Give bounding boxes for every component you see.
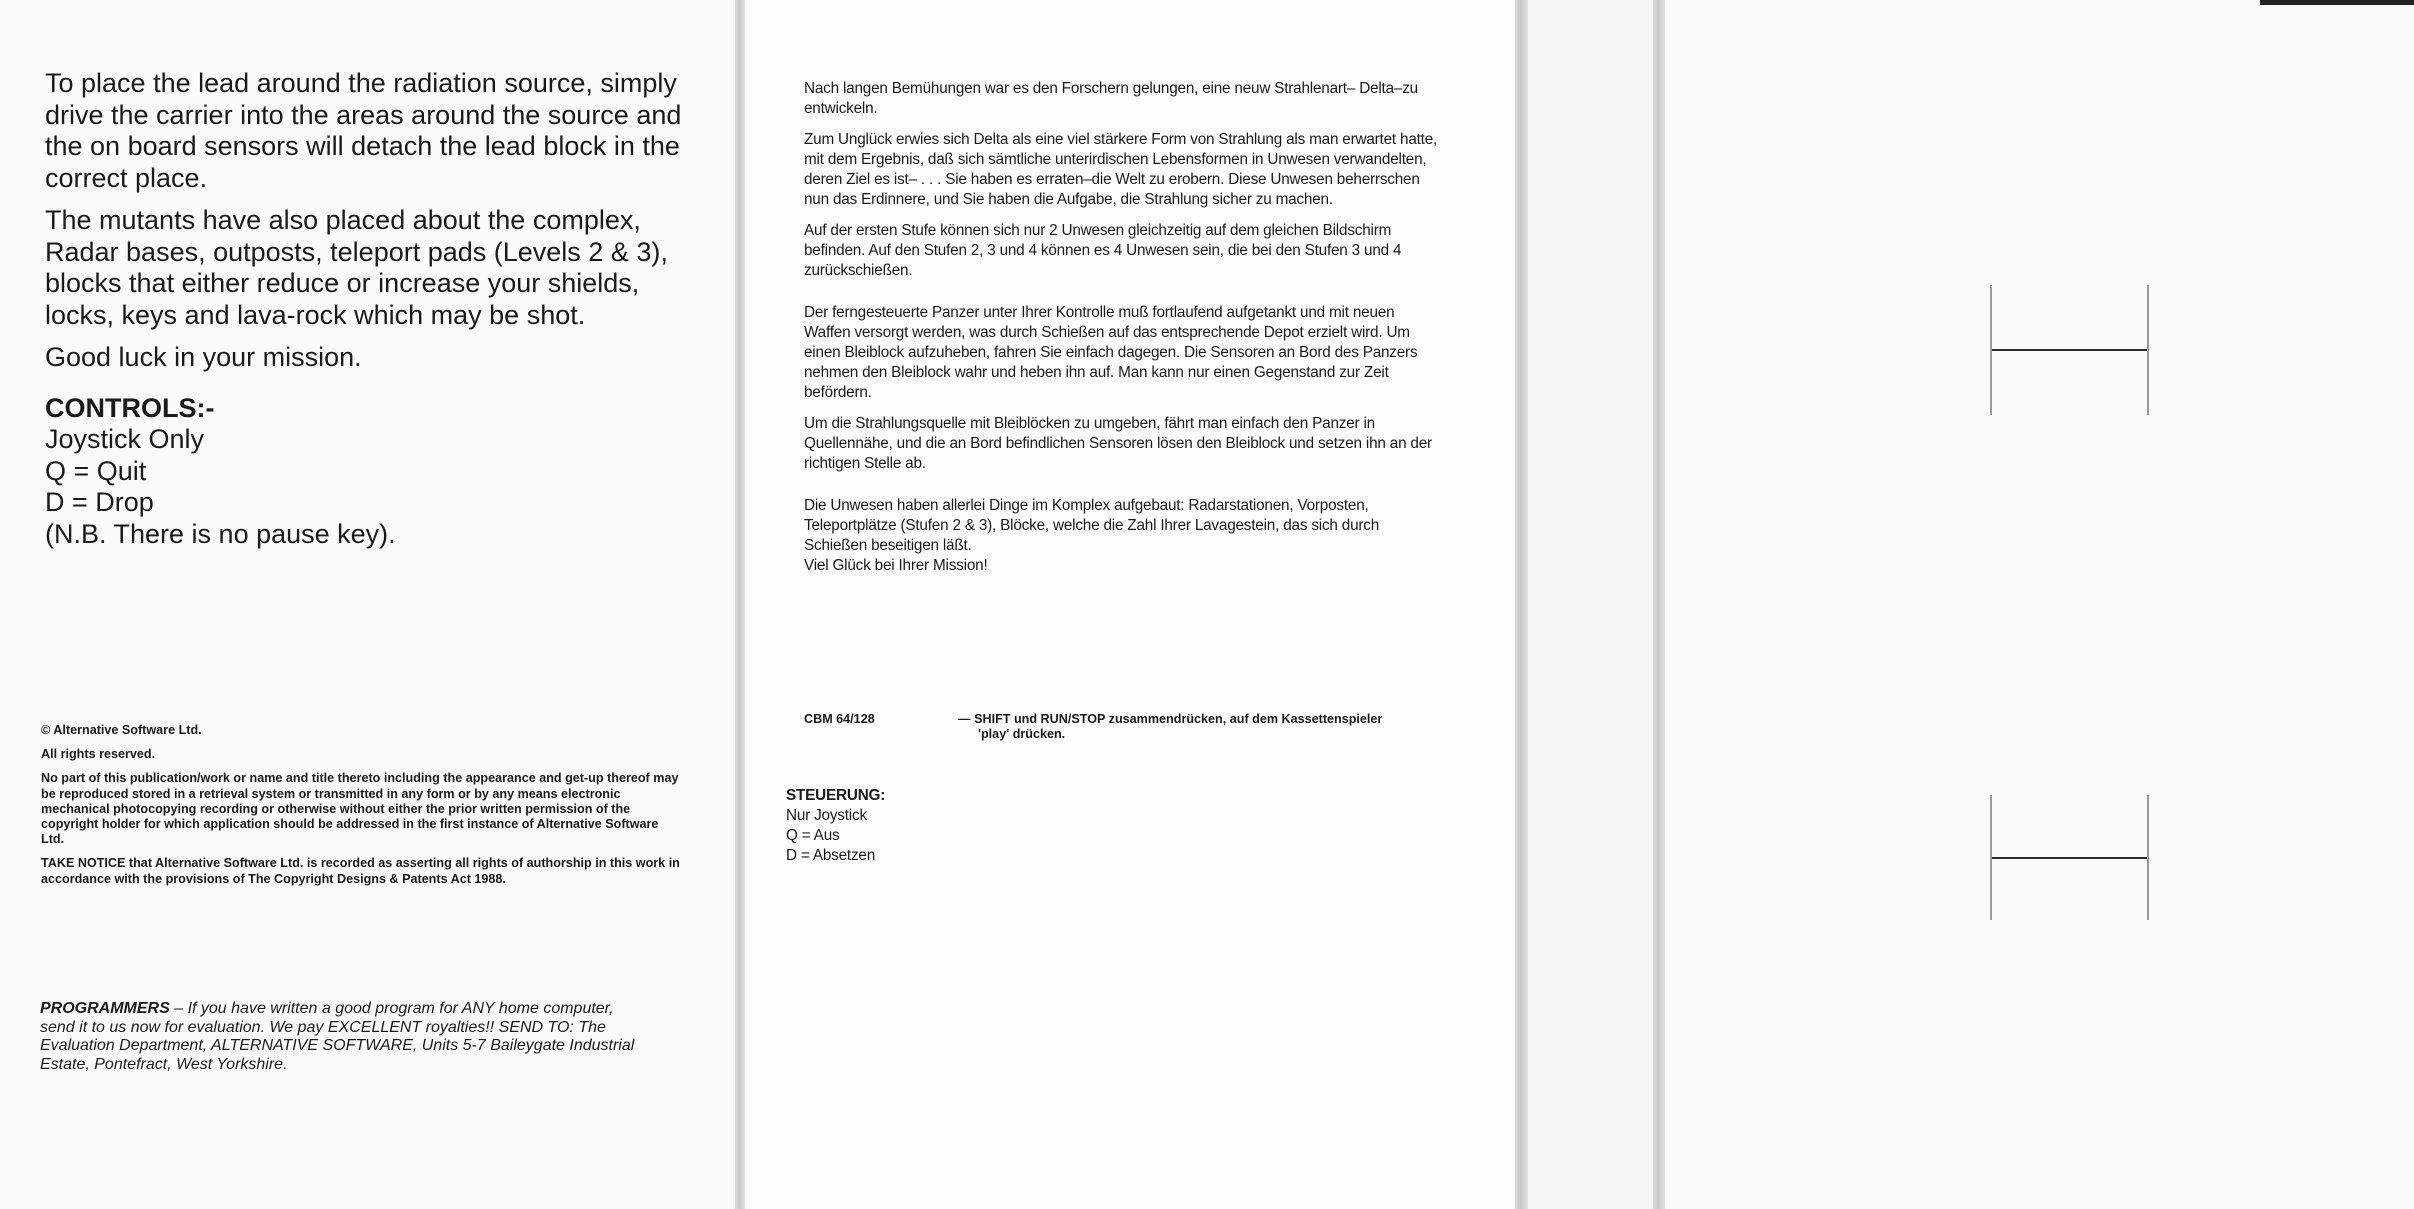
paragraph: Good luck in your mission. [45, 342, 362, 372]
english-instructions [45, 68, 685, 550]
fold-crease [735, 0, 745, 1209]
controls-heading: STEUERUNG: [786, 787, 886, 804]
control-line: (N.B. There is no pause key). [45, 518, 396, 549]
programmers-label: PROGRAMMERS [40, 1000, 170, 1017]
german-controls [786, 786, 1086, 866]
paragraph: Nach langen Bemühungen war es den Forschern gelungen, eine neuw Strahlenart– Delta–zu entwickeln. [804, 80, 1418, 117]
control-line: Nur Joystick [786, 807, 867, 824]
copyright-line: © Alternative Software Ltd. [41, 723, 202, 737]
controls-heading: CONTROLS:- [45, 392, 215, 423]
paragraph: Die Unwesen haben allerlei Dinge im Komplex aufgebaut: Radarstationen, Vorposten, Teleportplätze (Stufen 2 & 3), Blöcke, welche die Zahl Ihrer Lavagestein, das sich durch Schießen beseitigen läßt. [804, 497, 1380, 554]
german-instructions [804, 79, 1444, 576]
programmers-notice [40, 1000, 650, 1074]
paragraph: Der ferngesteuerte Panzer unter Ihrer Kontrolle muß fortlaufend aufgetankt und mit neuen Waffen versorgt werden, was durch Schießen auf das entsprechende Depot erzielt wird. Um einen Bleiblock aufzuheben, fahren Sie einfach dagegen. Die Sensoren an Bord des Panzers nehmen den Bleiblock wahr und heben ihn auf. Man kann nur einen Gegenstand zur Zeit befördern. [804, 304, 1418, 401]
control-line: D = Absetzen [786, 847, 876, 864]
tab-slot [1990, 795, 2149, 920]
paragraph: Viel Glück bei Ihrer Mission! [804, 557, 988, 574]
take-notice-text: TAKE NOTICE that Alternative Software Ltd. is recorded as asserting all rights of authorship in this work in accordance with the provisions of The Copyright Designs & Patents Act 1988. [41, 856, 680, 886]
control-line: D = Drop [45, 487, 154, 517]
paragraph: To place the lead around the radiation source, simply drive the carrier into the areas around the source and the on board sensors will detach the lead block in the correct place. [45, 68, 682, 193]
fold-crease [1515, 0, 1528, 1209]
copyright-notice [41, 723, 681, 887]
fold-crease [1653, 0, 1665, 1209]
blank-panel [1665, 0, 2414, 1209]
tab-slot [1990, 285, 2149, 415]
paragraph: Zum Unglück erwies sich Delta als eine viel stärkere Form von Strahlung als man erwartet hatte, mit dem Ergebnis, daß sich sämtliche unterirdischen Lebensformen in Unwesen verwandelten, deren Ziel es ist– . . . Sie haben es erraten–die Welt zu erobern. Diese Unwesen beherrschen nun das Erdinnere, und Sie haben die Aufgabe, die Strahlung sicher zu machen. [804, 131, 1438, 208]
control-line: Q = Aus [786, 827, 840, 844]
spine-panel [1528, 0, 1653, 1209]
copyright-text: No part of this publication/work or name and title thereto including the appearance and get-up thereof may be reproduced stored in a retrieval system or transmitted in any form or by any means electronic mechanical photocopying recording or otherwise without either the prior written permission of the copyright holder for which application should be addressed in the first instance of Alternative Software Ltd. [41, 771, 679, 847]
loading-machine: CBM 64/128 [804, 712, 875, 726]
edge-mark [2260, 0, 2414, 5]
paragraph: The mutants have also placed about the complex, Radar bases, outposts, teleport pads (Levels 2 & 3), blocks that either reduce or increase your shields, locks, keys and lava-rock which may be shot. [45, 205, 668, 330]
paragraph: Um die Strahlungsquelle mit Bleiblöcken zu umgeben, fährt man einfach den Panzer in Quellennähe, und die an Bord befindlichen Sensoren lösen den Bleiblock und setzen ihn an der richtigen Stelle ab. [804, 415, 1432, 472]
control-line: Joystick Only [45, 424, 205, 454]
slot-cut [1992, 349, 2147, 351]
slot-cut [1992, 857, 2147, 859]
rights-line: All rights reserved. [41, 747, 156, 762]
programmers-text: – If you have written a good program for ANY home computer, send it to us now for evaluation. We pay EXCELLENT royalties!! SEND TO: The Evaluation Department, ALTERNATIVE SOFTWARE, Units 5-7 Baileygate Industrial Estate, Pontefract, West Yorkshire. [40, 1000, 635, 1073]
paragraph: Auf der ersten Stufe können sich nur 2 Unwesen gleichzeitig auf dem gleichen Bildschirm befinden. Auf den Stufen 2, 3 und 4 können es 4 Unwesen sein, die bei den Stufen 3 und 4 zurückschießen. [804, 222, 1402, 279]
loading-text: — SHIFT und RUN/STOP zusammendrücken, auf dem Kassettenspieler 'play' drücken. [958, 712, 1383, 742]
control-line: Q = Quit [45, 455, 147, 486]
